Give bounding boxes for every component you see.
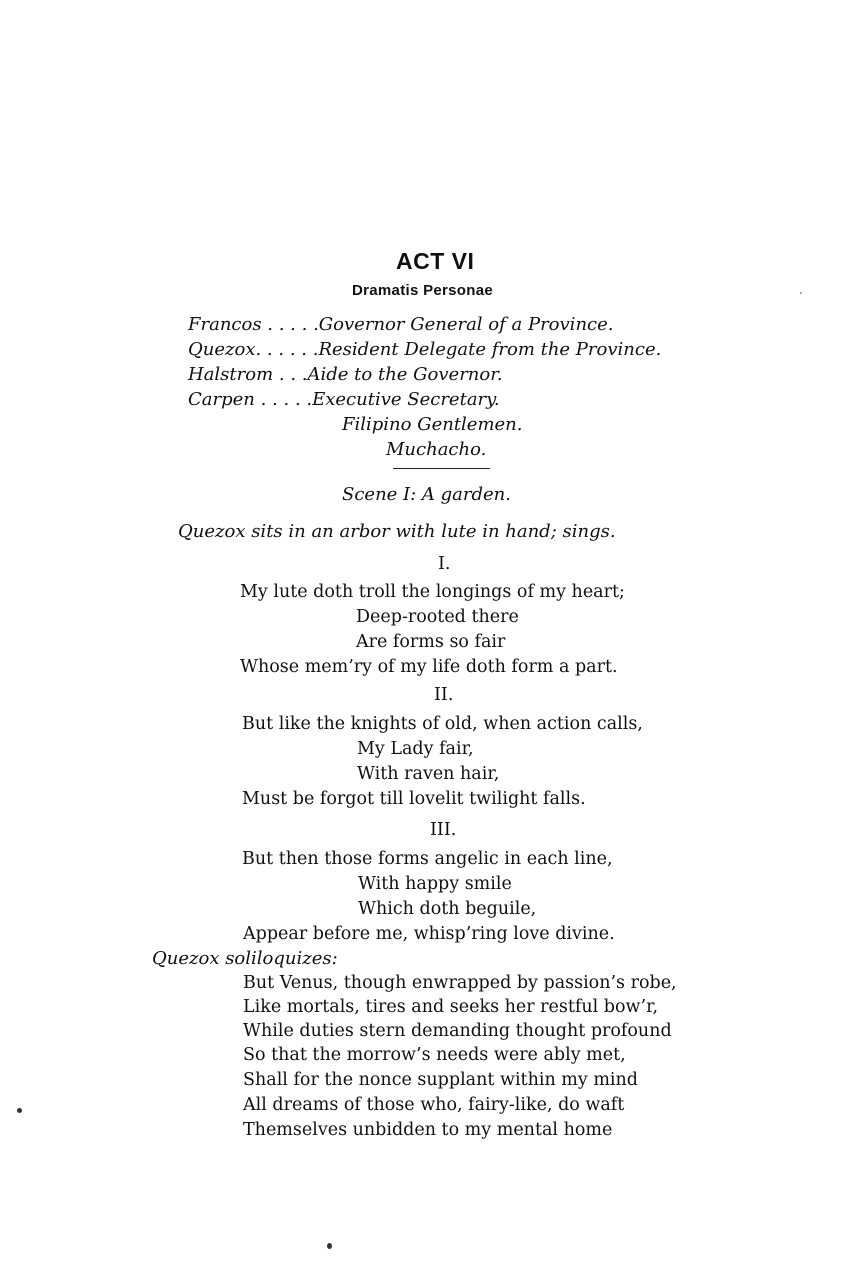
soliloquy-line: So that the morrow’s needs were ably met, <box>243 1045 626 1065</box>
verse-line: With happy smile <box>358 874 512 894</box>
stanza-numeral: I. <box>438 554 451 574</box>
cast-role: Executive Secretary. <box>312 389 500 410</box>
soliloquy-line: Themselves unbidden to my mental home <box>243 1120 613 1140</box>
verse-line: My Lady fair, <box>357 739 474 759</box>
cast-leader: . . . . . . <box>255 339 319 360</box>
cast-entry-halstrom <box>188 366 503 384</box>
verse-line: Must be forgot till lovelit twilight falls. <box>242 789 586 809</box>
soliloquy-line: Like mortals, tires and seeks her restful bow’r, <box>243 997 659 1017</box>
cast-entry-francos <box>188 316 614 334</box>
verse-line: My lute doth troll the longings of my heart; <box>240 582 625 602</box>
ink-speck <box>17 1108 22 1113</box>
stanza-numeral: III. <box>430 820 457 840</box>
scene-heading: Scene I: A garden. <box>342 484 511 505</box>
soliloquy-intro: Quezox soliloquizes: <box>152 948 338 969</box>
soliloquy-line: But Venus, though enwrapped by passion’s robe, <box>243 973 677 993</box>
cast-extra-muchacho: Muchacho. <box>386 439 487 460</box>
cast-name: Francos <box>188 314 262 335</box>
verse-line: Are forms so fair <box>356 632 506 652</box>
cast-extra-filipino-gentlemen: Filipino Gentlemen. <box>342 414 523 435</box>
verse-line: With raven hair, <box>357 764 500 784</box>
stage-direction: Quezox sits in an arbor with lute in hand; sings. <box>178 521 616 542</box>
verse-line: But then those forms angelic in each line, <box>242 849 613 869</box>
verse-line: Appear before me, whisp’ring love divine. <box>243 924 615 944</box>
cast-leader: . . . . . <box>261 314 319 335</box>
cast-leader: . . . . . <box>254 389 313 410</box>
soliloquy-line: While duties stern demanding thought profound <box>243 1021 672 1041</box>
verse-line: But like the knights of old, when action calls, <box>242 714 643 734</box>
dramatis-personae-heading: Dramatis Personae <box>352 282 494 299</box>
cast-entry-carpen <box>188 391 500 409</box>
ink-speck <box>327 1243 332 1249</box>
cast-role: Governor General of a Province. <box>318 314 614 335</box>
divider-rule <box>393 468 490 469</box>
cast-role: Aide to the Governor. <box>307 364 503 385</box>
act-title: ACT VI <box>396 248 475 274</box>
cast-leader: . . . <box>273 364 308 385</box>
verse-line: Whose mem’ry of my life doth form a part. <box>240 657 618 677</box>
verse-line: Which doth beguile, <box>358 899 537 919</box>
stanza-numeral: II. <box>434 685 454 705</box>
cast-name: Carpen <box>188 389 255 410</box>
cast-role: Resident Delegate from the Province. <box>318 339 662 360</box>
cast-name: Halstrom <box>188 364 274 385</box>
soliloquy-line: Shall for the nonce supplant within my mind <box>243 1070 638 1090</box>
cast-name: Quezox <box>188 339 256 360</box>
ink-speck <box>800 292 802 294</box>
cast-entry-quezox <box>188 341 661 359</box>
verse-line: Deep-rooted there <box>356 607 519 627</box>
soliloquy-line: All dreams of those who, fairy-like, do waft <box>243 1095 625 1115</box>
